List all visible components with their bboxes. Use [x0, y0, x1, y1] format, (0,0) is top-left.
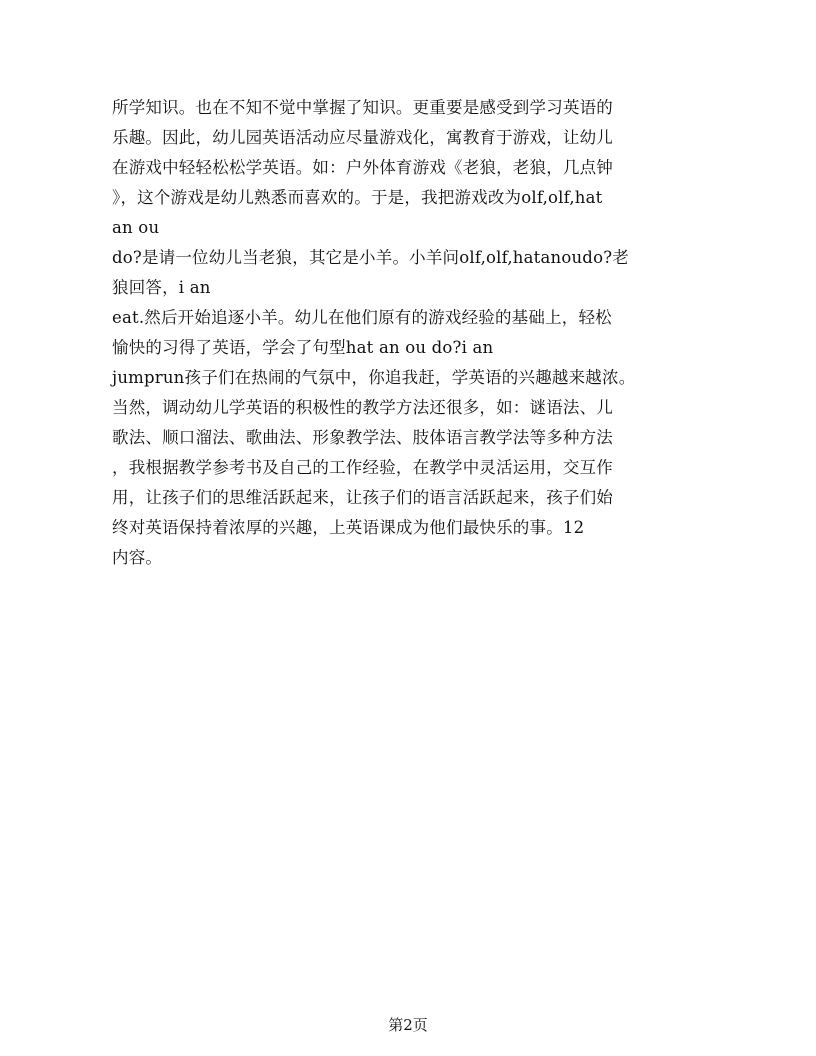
- text-line: 》，这个游戏是幼儿熟悉而喜欢的。于是，我把游戏改为olf,olf,hat: [112, 188, 603, 207]
- text-line: 乐趣。因此，幼儿园英语活动应尽量游戏化，寓教育于游戏，让幼儿: [112, 128, 613, 147]
- text-line: do?是请一位幼儿当老狼，其它是小羊。小羊问olf,olf,hatanoudo?老: [112, 248, 629, 267]
- text-line: 当然，调动幼儿学英语的积极性的教学方法还很多，如：谜语法、儿: [112, 398, 613, 417]
- text-line: 所学知识。也在不知不觉中掌握了知识。更重要是感受到学习英语的: [112, 98, 613, 117]
- page-number: 第2页: [388, 1016, 428, 1034]
- text-line: eat.然后开始追逐小羊。幼儿在他们原有的游戏经验的基础上，轻松: [112, 308, 612, 327]
- text-line: jumprun孩子们在热闹的气氛中，你追我赶，学英语的兴趣越来越浓。: [112, 368, 636, 387]
- text-line: ，我根据教学参考书及自己的工作经验，在教学中灵活运用，交互作: [112, 458, 613, 477]
- text-line: 内容。: [112, 548, 163, 567]
- text-line: 在游戏中轻轻松松学英语。如：户外体育游戏《老狼，老狼，几点钟: [112, 158, 613, 177]
- text-line: 歌法、顺口溜法、歌曲法、形象教学法、肢体语言教学法等多种方法: [112, 428, 613, 447]
- text-line: an ou: [112, 218, 160, 237]
- text-line: 愉快的习得了英语，学会了句型hat an ou do?i an: [112, 338, 494, 357]
- text-line: 用，让孩子们的思维活跃起来，让孩子们的语言活跃起来，孩子们始: [112, 488, 613, 507]
- text-line: 狼回答，i an: [112, 278, 211, 297]
- text-line: 终对英语保持着浓厚的兴趣，上英语课成为他们最快乐的事。12: [112, 518, 585, 537]
- document-body: [112, 93, 712, 573]
